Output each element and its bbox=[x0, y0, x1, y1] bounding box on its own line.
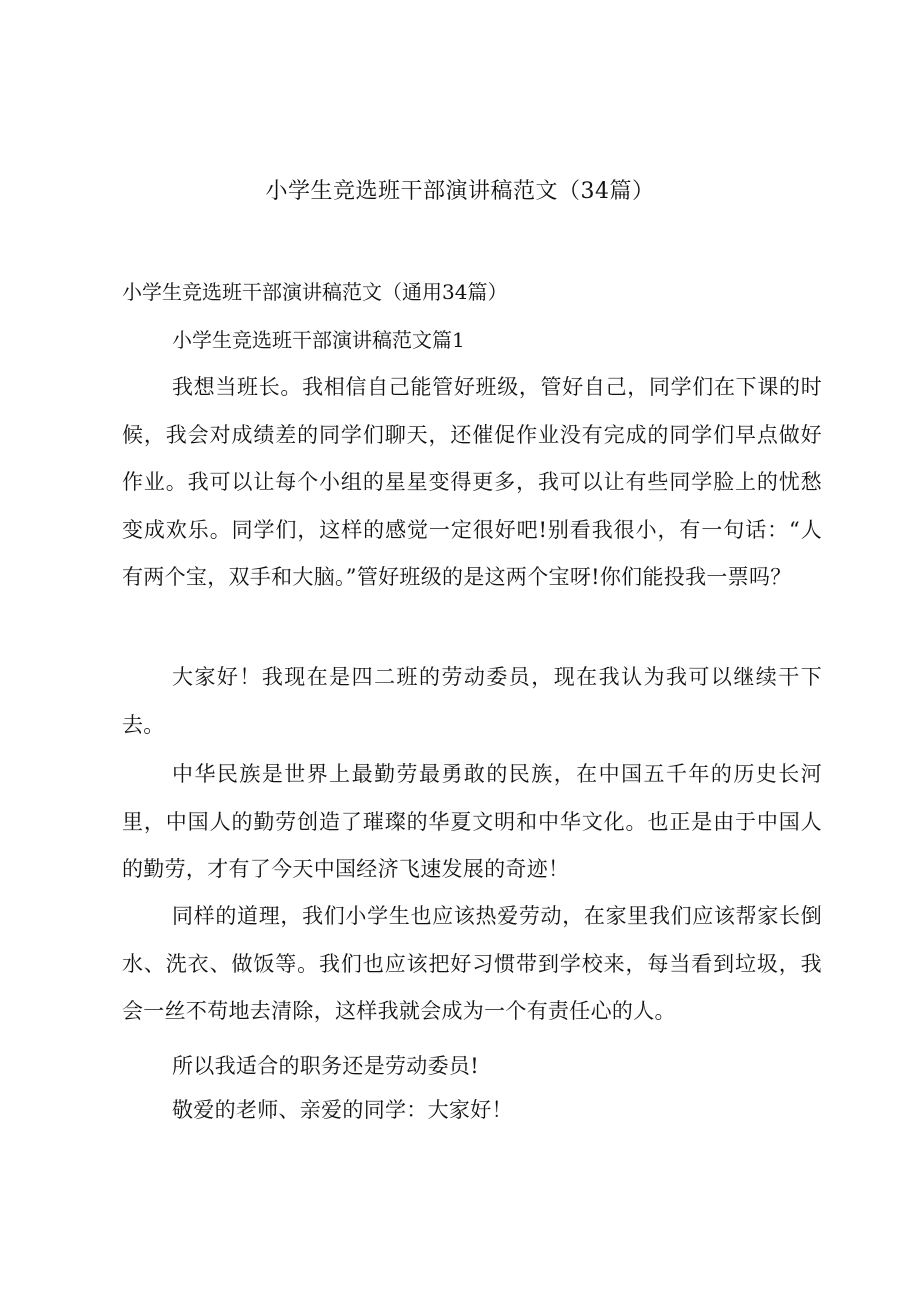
document-title: 小学生竞选班干部演讲稿范文（34篇） bbox=[265, 179, 655, 204]
paragraph-2: 大家好！我现在是四二班的劳动委员，现在我认为我可以继续干下去。 bbox=[122, 665, 822, 737]
paragraph-4: 同样的道理，我们小学生也应该热爱劳动，在家里我们应该帮家长倒水、洗衣、做饭等。我们也应该把好习惯带到学校来，每当看到垃圾，我会一丝不苟地去清除，这样我就会成为一个有责任心的人。 bbox=[122, 904, 822, 1023]
paragraph-6: 敬爱的老师、亲爱的同学：大家好！ bbox=[172, 1098, 513, 1122]
paragraph-1: 我想当班长。我相信自己能管好班级，管好自己，同学们在下课的时候，我会对成绩差的同学们聊天，还催促作业没有完成的同学们早点做好作业。我可以让每个小组的星星变得更多，我可以让有些同学脸上的忧愁变成欢乐。同学们，这样的感觉一定很好吧!别看我很小，有一句话：“人有两个宝，双手和大脑。”管好班级的是这两个宝呀!你们能投我一票吗？ bbox=[122, 375, 822, 589]
document-subtitle: 小学生竞选班干部演讲稿范文（通用34篇） bbox=[122, 280, 508, 304]
paragraph-3: 中华民族是世界上最勤劳最勇敢的民族，在中国五千年的历史长河里，中国人的勤劳创造了璀璨的华夏文明和中华文化。也正是由于中国人的勤劳，才有了今天中国经济飞速发展的奇迹！ bbox=[122, 762, 822, 881]
section-heading: 小学生竞选班干部演讲稿范文篇1 bbox=[172, 328, 465, 352]
paragraph-5: 所以我适合的职务还是劳动委员! bbox=[172, 1054, 479, 1078]
